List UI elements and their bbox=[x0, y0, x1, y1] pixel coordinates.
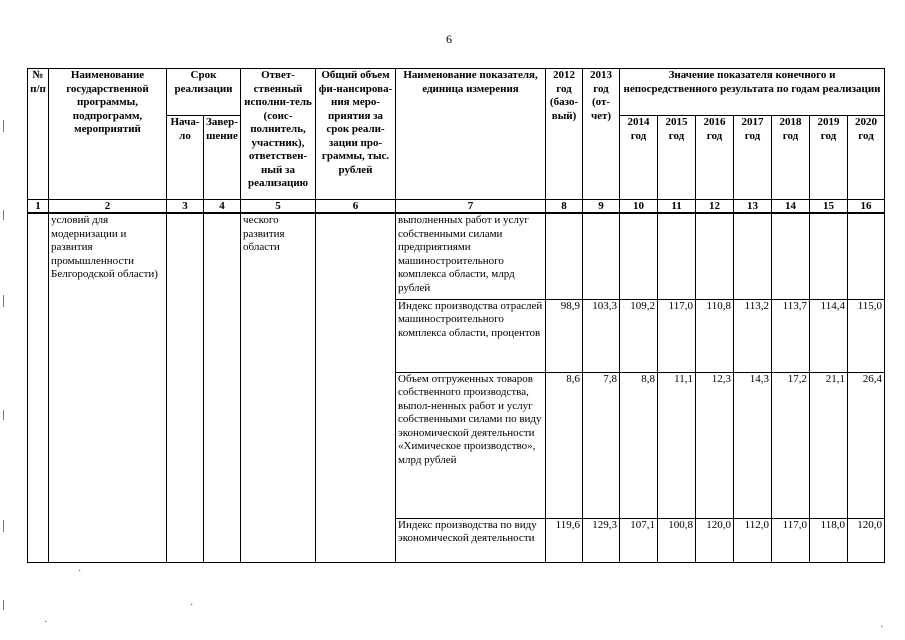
value-cell bbox=[810, 213, 848, 299]
column-number: 6 bbox=[316, 200, 396, 214]
value-cell bbox=[734, 213, 772, 299]
value-cell: 117,0 bbox=[772, 518, 810, 562]
value-cell: 98,9 bbox=[546, 299, 583, 372]
column-number: 15 bbox=[810, 200, 848, 214]
column-number: 13 bbox=[734, 200, 772, 214]
header-col-year: 2017 год bbox=[734, 116, 772, 200]
value-cell bbox=[696, 213, 734, 299]
column-number: 4 bbox=[204, 200, 241, 214]
value-cell: 117,0 bbox=[658, 299, 696, 372]
column-number: 5 bbox=[241, 200, 316, 214]
column-number-row bbox=[28, 200, 885, 214]
header-col-year: 2015 год bbox=[658, 116, 696, 200]
value-cell bbox=[583, 213, 620, 299]
column-number: 16 bbox=[848, 200, 885, 214]
header-col-year: 2019 год bbox=[810, 116, 848, 200]
indicator-name-cell: выполненных работ и услуг собственными силами предприятиями машиностроительного комплекса области, млрд рублей bbox=[396, 213, 546, 299]
header-col-budget: Общий объем фи-нансирова-ния меро-приятия за срок реали-зации про-граммы, тыс. рублей bbox=[316, 69, 396, 200]
program-name-cell: условий для модернизации и развития промышленности Белгородской области) bbox=[49, 213, 167, 562]
header-col-year: 2016 год bbox=[696, 116, 734, 200]
scan-mark-left-5 bbox=[3, 520, 4, 532]
scan-speck: · bbox=[190, 600, 194, 611]
column-number: 14 bbox=[772, 200, 810, 214]
column-number: 9 bbox=[583, 200, 620, 214]
term-start-cell bbox=[167, 213, 204, 562]
indicator-table-wrapper bbox=[27, 68, 884, 563]
value-cell: 21,1 bbox=[810, 372, 848, 518]
value-cell: 113,2 bbox=[734, 299, 772, 372]
header-col-year: 2014 год bbox=[620, 116, 658, 200]
header-col-2012: 2012 год (базо-вый) bbox=[546, 69, 583, 200]
header-col-responsible: Ответ-ственный исполни-тель (соис-полнитель, участник), ответствен-ный за реализацию bbox=[241, 69, 316, 200]
value-cell: 115,0 bbox=[848, 299, 885, 372]
column-number: 10 bbox=[620, 200, 658, 214]
value-cell: 100,8 bbox=[658, 518, 696, 562]
scan-mark-left-1 bbox=[3, 120, 4, 132]
scan-mark-left-4 bbox=[3, 410, 4, 420]
column-number: 12 bbox=[696, 200, 734, 214]
page-number: 6 bbox=[446, 32, 452, 46]
value-cell: 113,7 bbox=[772, 299, 810, 372]
header-col-2013: 2013 год (от-чет) bbox=[583, 69, 620, 200]
indicator-name-cell: Объем отгруженных товаров собственного производства, выпол-ненных работ и услуг собственными силами по виду экономической деятельности «Химическое производство», млрд рублей bbox=[396, 372, 546, 518]
value-cell bbox=[848, 213, 885, 299]
value-cell: 107,1 bbox=[620, 518, 658, 562]
value-cell: 26,4 bbox=[848, 372, 885, 518]
value-cell: 11,1 bbox=[658, 372, 696, 518]
column-number: 8 bbox=[546, 200, 583, 214]
header-col-number: № п/п bbox=[28, 69, 49, 200]
scan-mark-left-3 bbox=[3, 295, 4, 307]
value-cell: 103,3 bbox=[583, 299, 620, 372]
value-cell bbox=[546, 213, 583, 299]
scan-speck: · bbox=[44, 617, 48, 628]
value-cell bbox=[772, 213, 810, 299]
header-col-target-values: Значение показателя конечного и непосредственного результата по годам реализации bbox=[620, 69, 885, 116]
value-cell: 120,0 bbox=[696, 518, 734, 562]
header-col-indicator: Наименование показателя, единица измерения bbox=[396, 69, 546, 200]
header-col-term: Срок реализации bbox=[167, 69, 241, 116]
value-cell: 112,0 bbox=[734, 518, 772, 562]
value-cell: 7,8 bbox=[583, 372, 620, 518]
header-col-year: 2018 год bbox=[772, 116, 810, 200]
indicator-table bbox=[27, 68, 885, 563]
value-cell: 8,6 bbox=[546, 372, 583, 518]
value-cell bbox=[620, 213, 658, 299]
value-cell: 120,0 bbox=[848, 518, 885, 562]
column-number: 11 bbox=[658, 200, 696, 214]
column-number: 3 bbox=[167, 200, 204, 214]
row-number-cell bbox=[28, 213, 49, 562]
value-cell: 114,4 bbox=[810, 299, 848, 372]
value-cell: 17,2 bbox=[772, 372, 810, 518]
indicator-name-cell: Индекс производства по виду экономической деятельности bbox=[396, 518, 546, 562]
header-col-program: Наименование государственной программы, подпрограмм, мероприятий bbox=[49, 69, 167, 200]
column-number: 7 bbox=[396, 200, 546, 214]
scan-mark-left-6 bbox=[3, 600, 4, 610]
header-col-term-end: Завер-шение bbox=[204, 116, 241, 200]
scan-speck: · bbox=[78, 566, 82, 577]
value-cell: 12,3 bbox=[696, 372, 734, 518]
value-cell: 14,3 bbox=[734, 372, 772, 518]
value-cell: 118,0 bbox=[810, 518, 848, 562]
value-cell: 110,8 bbox=[696, 299, 734, 372]
column-number: 2 bbox=[49, 200, 167, 214]
responsible-cell: ческого развития области bbox=[241, 213, 316, 562]
term-end-cell bbox=[204, 213, 241, 562]
column-number: 1 bbox=[28, 200, 49, 214]
scan-mark-left-2 bbox=[3, 210, 4, 220]
header-col-year: 2020 год bbox=[848, 116, 885, 200]
value-cell: 129,3 bbox=[583, 518, 620, 562]
indicator-name-cell: Индекс производства отраслей машиностроительного комплекса области, процентов bbox=[396, 299, 546, 372]
table-row bbox=[28, 213, 885, 299]
header-col-term-start: Нача-ло bbox=[167, 116, 204, 200]
budget-cell bbox=[316, 213, 396, 562]
value-cell: 109,2 bbox=[620, 299, 658, 372]
scan-speck: · bbox=[880, 622, 884, 633]
value-cell: 8,8 bbox=[620, 372, 658, 518]
value-cell bbox=[658, 213, 696, 299]
value-cell: 119,6 bbox=[546, 518, 583, 562]
